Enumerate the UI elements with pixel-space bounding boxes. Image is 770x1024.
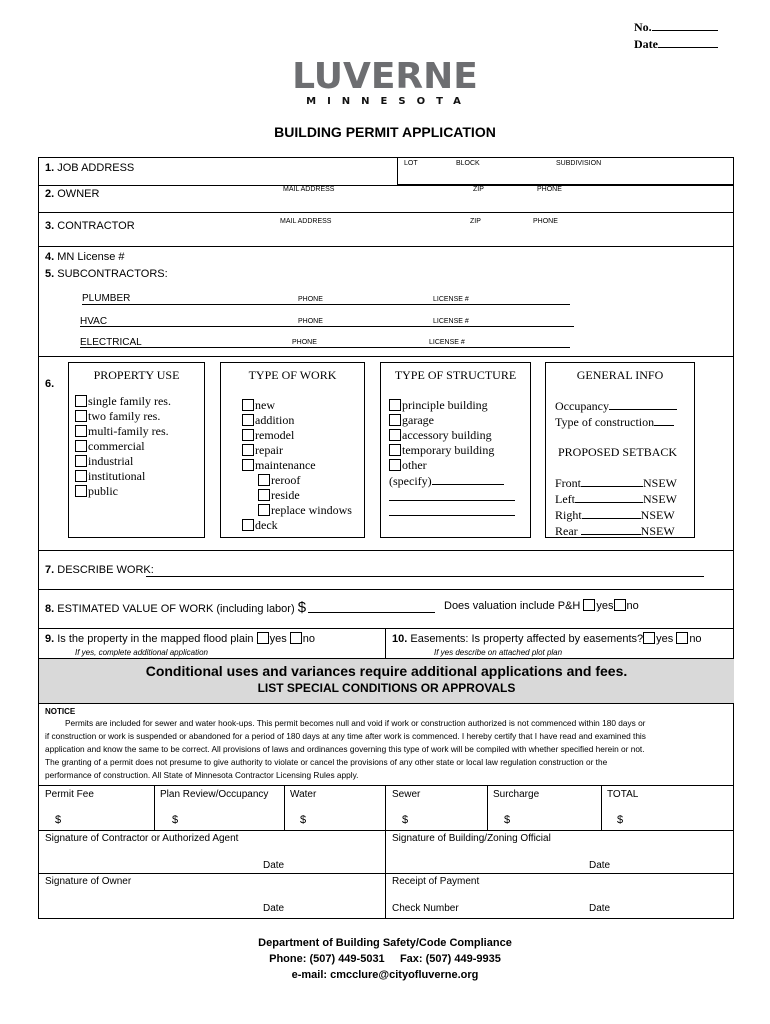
ph-yes-checkbox[interactable]	[583, 599, 595, 611]
fee-total-label: TOTAL	[607, 789, 639, 800]
owner-input[interactable]	[100, 195, 720, 210]
easements-question: 10. Easements: Is property affected by easements? yes no	[392, 633, 702, 645]
contractor-input[interactable]	[120, 227, 720, 242]
checkbox[interactable]	[75, 470, 87, 482]
option-principle-building[interactable]: principle building	[389, 398, 530, 413]
property-use-box	[68, 362, 205, 538]
proposed-setback-title: PROPOSED SETBACK	[558, 445, 678, 459]
fee-plan-review-value[interactable]: $	[172, 814, 179, 826]
checkbox[interactable]	[258, 504, 270, 516]
owner-phone-label: PHONE	[537, 186, 562, 193]
contractor-signature-date: Date	[263, 860, 285, 871]
option-other[interactable]: other	[389, 458, 530, 473]
banner-line-2: LIST SPECIAL CONDITIONS OR APPROVALS	[257, 681, 516, 695]
row-divider	[38, 830, 734, 831]
flood-yes-checkbox[interactable]	[257, 632, 269, 644]
notice-title: NOTICE	[45, 707, 76, 716]
fee-total-value[interactable]: $	[617, 814, 624, 826]
subcontractors-label: 5. SUBCONTRACTORS:	[45, 268, 168, 280]
construction-type-field[interactable]: Type of construction	[555, 414, 694, 430]
checkbox[interactable]	[389, 429, 401, 441]
fee-water-label: Water	[290, 789, 317, 800]
col-divider	[284, 785, 285, 830]
option-industrial[interactable]: industrial	[75, 454, 204, 469]
checkbox[interactable]	[242, 444, 254, 456]
option-reside[interactable]: reside	[258, 488, 364, 503]
option-addition[interactable]: addition	[242, 413, 364, 428]
official-signature-field[interactable]	[392, 846, 722, 858]
col-divider	[487, 785, 488, 830]
footer	[0, 935, 770, 983]
owner-zip-label: ZIP	[473, 186, 484, 193]
block-label: BLOCK	[456, 160, 480, 167]
subdivision-label: SUBDIVISION	[556, 160, 602, 167]
checkbox[interactable]	[75, 485, 87, 497]
option-remodel[interactable]: remodel	[242, 428, 364, 443]
checkbox[interactable]	[389, 459, 401, 471]
receipt-of-payment-label: Receipt of Payment	[392, 876, 480, 887]
sub-plumber-phone: PHONE	[298, 296, 323, 303]
easements-note: If yes describe on attached plot plan	[434, 648, 563, 657]
ph-no-checkbox[interactable]	[614, 599, 626, 611]
col-divider	[154, 785, 155, 830]
row-divider	[38, 212, 734, 213]
easement-no-checkbox[interactable]	[676, 632, 688, 644]
page-title: BUILDING PERMIT APPLICATION	[274, 124, 496, 140]
sub-plumber-name: PLUMBER	[82, 293, 131, 304]
setback-rear[interactable]: Rear NSEW	[555, 524, 675, 538]
sub-electrical-phone: PHONE	[292, 339, 317, 346]
sub-hvac-phone: PHONE	[298, 318, 323, 325]
fee-surcharge-label: Surcharge	[493, 789, 540, 800]
checkbox[interactable]	[75, 455, 87, 467]
lot-label: LOT	[404, 160, 418, 167]
footer-phone: Phone: (507) 449-5031 Fax: (507) 449-9935	[269, 953, 501, 965]
checkbox[interactable]	[242, 429, 254, 441]
sub-electrical-line[interactable]	[80, 347, 570, 348]
checkbox[interactable]	[258, 489, 270, 501]
ph-question: Does valuation include P&H yes no	[444, 600, 639, 612]
checkbox[interactable]	[242, 459, 254, 471]
flood-no-checkbox[interactable]	[290, 632, 302, 644]
occupancy-field[interactable]: Occupancy	[555, 398, 694, 414]
job-address-label: 1. JOB ADDRESS	[45, 162, 135, 174]
notice-line: Permits are included for sewer and water hook-ups. This permit becomes null and void if work or construction authorized is not commenced within 180 days or	[65, 718, 646, 728]
property-use-list	[75, 394, 204, 499]
logo-sub: MINNESOTA	[306, 96, 472, 107]
fee-sewer-value[interactable]: $	[402, 814, 409, 826]
conditions-banner	[39, 658, 734, 704]
flood-plain-note: If yes, complete additional application	[75, 648, 208, 657]
checkbox[interactable]	[389, 399, 401, 411]
type-of-structure-list	[389, 398, 530, 519]
lot-divider	[397, 158, 398, 185]
checkbox[interactable]	[242, 414, 254, 426]
general-info-list	[555, 398, 694, 539]
sub-hvac-line[interactable]	[80, 326, 574, 327]
permit-number[interactable]	[634, 20, 718, 35]
row-divider	[38, 628, 734, 629]
checkbox[interactable]	[242, 399, 254, 411]
option-temporary-building[interactable]: temporary building	[389, 443, 530, 458]
option-multi-family[interactable]: multi-family res.	[75, 424, 204, 439]
type-of-work-box	[220, 362, 365, 538]
notice-line: performance of construction. All State of Minnesota Contractor Licensing Rules apply.	[45, 770, 359, 780]
setback-right[interactable]: Right NSEW	[555, 508, 675, 522]
option-deck[interactable]: deck	[242, 518, 364, 533]
mn-license-label: 4. MN License #	[45, 251, 125, 263]
official-signature-date: Date	[589, 860, 611, 871]
owner-signature-label: Signature of Owner	[45, 876, 132, 887]
specify-field[interactable]: (specify)	[389, 473, 530, 489]
contractor-phone-label: PHONE	[533, 218, 558, 225]
type-of-work-title: TYPE OF WORK	[248, 368, 337, 382]
fee-permit-label: Permit Fee	[45, 789, 94, 800]
option-repair[interactable]: repair	[242, 443, 364, 458]
fee-surcharge-value[interactable]: $	[504, 814, 511, 826]
type-of-structure-title: TYPE OF STRUCTURE	[394, 368, 517, 382]
contractor-label: 3. CONTRACTOR	[45, 220, 135, 232]
type-of-work-list	[242, 398, 364, 533]
notice-line: if construction or work is suspended or abandoned for a period of 180 days at any time after work is commenced. I hereby certify that I have read and examined this	[45, 731, 646, 741]
checkbox[interactable]	[389, 414, 401, 426]
option-reroof[interactable]: reroof	[258, 473, 364, 488]
describe-work-line[interactable]	[146, 576, 704, 577]
option-public[interactable]: public	[75, 484, 204, 499]
estimated-value-label: 8. ESTIMATED VALUE OF WORK (including labor) $	[45, 599, 307, 616]
option-maintenance[interactable]: maintenance	[242, 458, 364, 473]
option-accessory-building[interactable]: accessory building	[389, 428, 530, 443]
checkbox[interactable]	[75, 410, 87, 422]
checkbox[interactable]	[389, 444, 401, 456]
no-label: No.	[634, 20, 652, 34]
check-number-label: Check Number	[392, 903, 459, 914]
notice-line: The granting of a permit does not presume to give authority to violate or cancel the provisions of any other state or local law regulation construction or the	[45, 757, 608, 767]
estimated-value-line[interactable]	[308, 612, 435, 613]
row-divider	[38, 356, 734, 357]
sub-hvac-name: HVAC	[80, 316, 108, 327]
sub-electrical-license: LICENSE #	[429, 339, 465, 346]
easement-yes-checkbox[interactable]	[643, 632, 655, 644]
sub-plumber-license: LICENSE #	[433, 296, 469, 303]
section-6-number: 6.	[45, 378, 55, 390]
checkbox[interactable]	[242, 519, 254, 531]
checkbox[interactable]	[75, 395, 87, 407]
owner-signature-date: Date	[263, 903, 285, 914]
specify-line-3[interactable]	[389, 504, 530, 519]
footer-email[interactable]: e-mail: cmcclure@cityofluverne.org	[291, 969, 479, 981]
logo-word: LUVERNE	[292, 56, 478, 97]
specify-line-2[interactable]	[389, 489, 530, 504]
option-garage[interactable]: garage	[389, 413, 530, 428]
option-two-family[interactable]: two family res.	[75, 409, 204, 424]
mn-license-input[interactable]	[130, 250, 430, 264]
property-use-title: PROPERTY USE	[93, 368, 180, 382]
owner-label: 2. OWNER	[45, 188, 100, 200]
owner-mail-label: MAIL ADDRESS	[283, 186, 335, 193]
option-commercial[interactable]: commercial	[75, 439, 204, 454]
flood-plain-question: 9. Is the property in the mapped flood plain yes no	[45, 633, 316, 645]
row-divider	[38, 550, 734, 551]
footer-department: Department of Building Safety/Code Compliance	[258, 937, 512, 949]
general-info-title: GENERAL INFO	[576, 368, 664, 382]
sub-plumber-line[interactable]	[82, 304, 570, 305]
fee-plan-review-label: Plan Review/Occupancy	[160, 789, 269, 800]
contractor-signature-label: Signature of Contractor or Authorized Agent	[45, 833, 239, 844]
option-replace-windows[interactable]: replace windows	[258, 503, 364, 518]
notice-line: application and know the same to be correct. All provisions of laws and ordinances governing this type of work will be compiled with whether specified herein or not.	[45, 744, 645, 754]
receipt-date: Date	[589, 903, 611, 914]
row-divider	[38, 873, 734, 874]
header-date[interactable]	[634, 37, 718, 52]
row-divider	[38, 785, 734, 786]
checkbox[interactable]	[258, 474, 270, 486]
option-institutional[interactable]: institutional	[75, 469, 204, 484]
checkbox[interactable]	[75, 440, 87, 452]
fee-water-value[interactable]: $	[300, 814, 307, 826]
row-divider	[38, 246, 734, 247]
describe-work-label: 7. DESCRIBE WORK:	[45, 564, 154, 576]
date-label: Date	[634, 37, 658, 51]
fee-sewer-label: Sewer	[392, 789, 421, 800]
option-single-family[interactable]: single family res.	[75, 394, 204, 409]
checkbox[interactable]	[75, 425, 87, 437]
setback-left[interactable]: Left NSEW	[555, 492, 677, 506]
row-divider	[38, 589, 734, 590]
sub-hvac-license: LICENSE #	[433, 318, 469, 325]
type-of-structure-box	[380, 362, 531, 538]
setback-front[interactable]: Front NSEW	[555, 476, 678, 490]
row-divider	[38, 185, 734, 186]
col-divider	[385, 785, 386, 919]
sub-electrical-name: ELECTRICAL	[80, 337, 142, 348]
official-signature-label: Signature of Building/Zoning Official	[392, 833, 551, 844]
contractor-signature-field[interactable]	[45, 846, 375, 858]
option-new[interactable]: new	[242, 398, 364, 413]
col-divider	[385, 628, 386, 658]
notice-text	[45, 717, 729, 782]
col-divider	[601, 785, 602, 830]
contractor-zip-label: ZIP	[470, 218, 481, 225]
banner-line-1: Conditional uses and variances require additional applications and fees.	[145, 663, 628, 679]
contractor-mail-label: MAIL ADDRESS	[280, 218, 332, 225]
luverne-logo	[285, 58, 485, 108]
owner-signature-field[interactable]	[45, 889, 375, 901]
fee-permit-value[interactable]: $	[55, 814, 62, 826]
job-address-input[interactable]	[130, 160, 392, 180]
general-info-box	[545, 362, 695, 538]
